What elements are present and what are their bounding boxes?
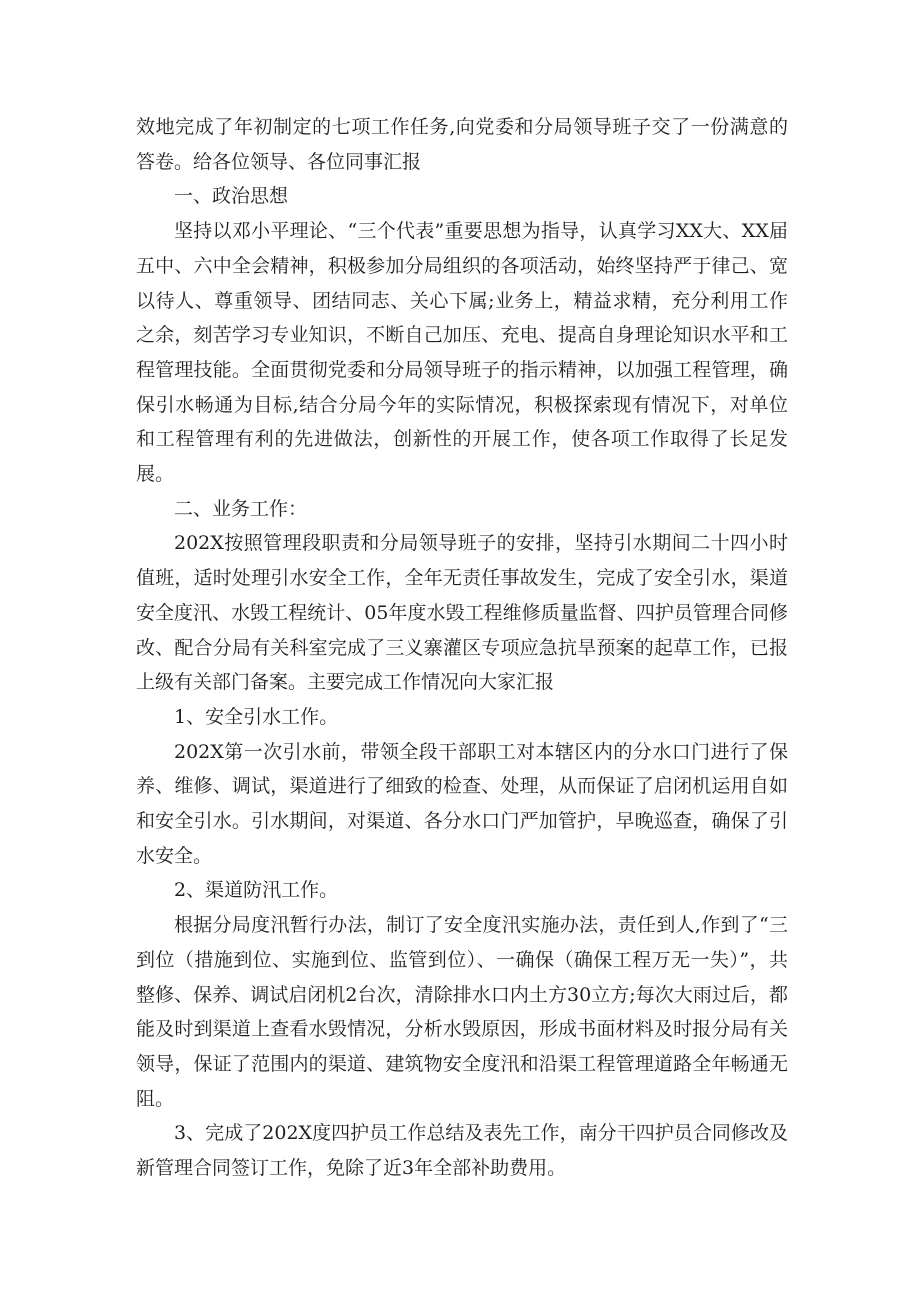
paragraph-safe-water-diversion: 202X第一次引水前，带领全段干部职工对本辖区内的分水口门进行了保养、维修、调试，渠道进行了细致的检查、处理，从而保证了启闭机运用自如和安全引水。引水期间，对渠道、各分水口门严加管护，早晚巡查，确保了引水安全。 (136, 740, 788, 867)
heading-safe-water-diversion: 1、安全引水工作。 (174, 705, 339, 728)
paragraph-continuation: 效地完成了年初制定的七项工作任务,向党委和分局领导班子交了一份满意的答卷。给各位领导、各位同事汇报 (136, 116, 788, 173)
document-page (136, 110, 788, 1186)
paragraph-item-3: 3、完成了202X度四护员工作总结及表先工作，南分干四护员合同修改及新管理合同签订工作，免除了近3年全部补助费用。 (136, 1122, 788, 1180)
heading-business-work: 二、业务工作： (174, 497, 308, 520)
paragraph-business-work: 202X按照管理段职责和分局领导班子的安排，坚持引水期间二十四小时值班，适时处理引水安全工作，全年无责任事故发生，完成了安全引水，渠道安全度汛、水毁工程统计、05年度水毁工程维修质量监督、四护员管理合同修改、配合分局有关科室完成了三义寨灌区专项应急抗旱预案的起草工作，已报上级有关部门备案。主要完成工作情况向大家汇报 (136, 532, 788, 694)
paragraph-political-thought: 坚持以邓小平理论、“三个代表”重要思想为指导，认真学习XX大、XX届五中、六中全会精神，积极参加分局组织的各项活动，始终坚持严于律己、宽以待人、尊重领导、团结同志、关心下属;业务上，精益求精，充分利用工作之余，刻苦学习专业知识，不断自己加压、充电、提高自身理论知识水平和工程管理技能。全面贯彻党委和分局领导班子的指示精神，以加强工程管理，确保引水畅通为目标,结合分局今年的实际情况，积极探索现有情况下，对单位和工程管理有利的先进做法，创新性的开展工作，使各项工作取得了长足发展。 (136, 220, 788, 486)
heading-political-thought: 一、政治思想 (174, 185, 289, 208)
paragraph-channel-flood-control: 根据分局度汛暂行办法，制订了安全度汛实施办法，责任到人,作到了“三到位（措施到位、实施到位、监管到位）、一确保（确保工程万无一失）”，共整修、保养、调试启闭机2台次，清除排水口内土方30立方;每次大雨过后，都能及时到渠道上查看水毁情况，分析水毁原因，形成书面材料及时报分局有关领导，保证了范围内的渠道、建筑物安全度汛和沿渠工程管理道路全年畅通无阻。 (136, 914, 788, 1110)
heading-channel-flood-control: 2、渠道防汛工作。 (174, 879, 339, 902)
